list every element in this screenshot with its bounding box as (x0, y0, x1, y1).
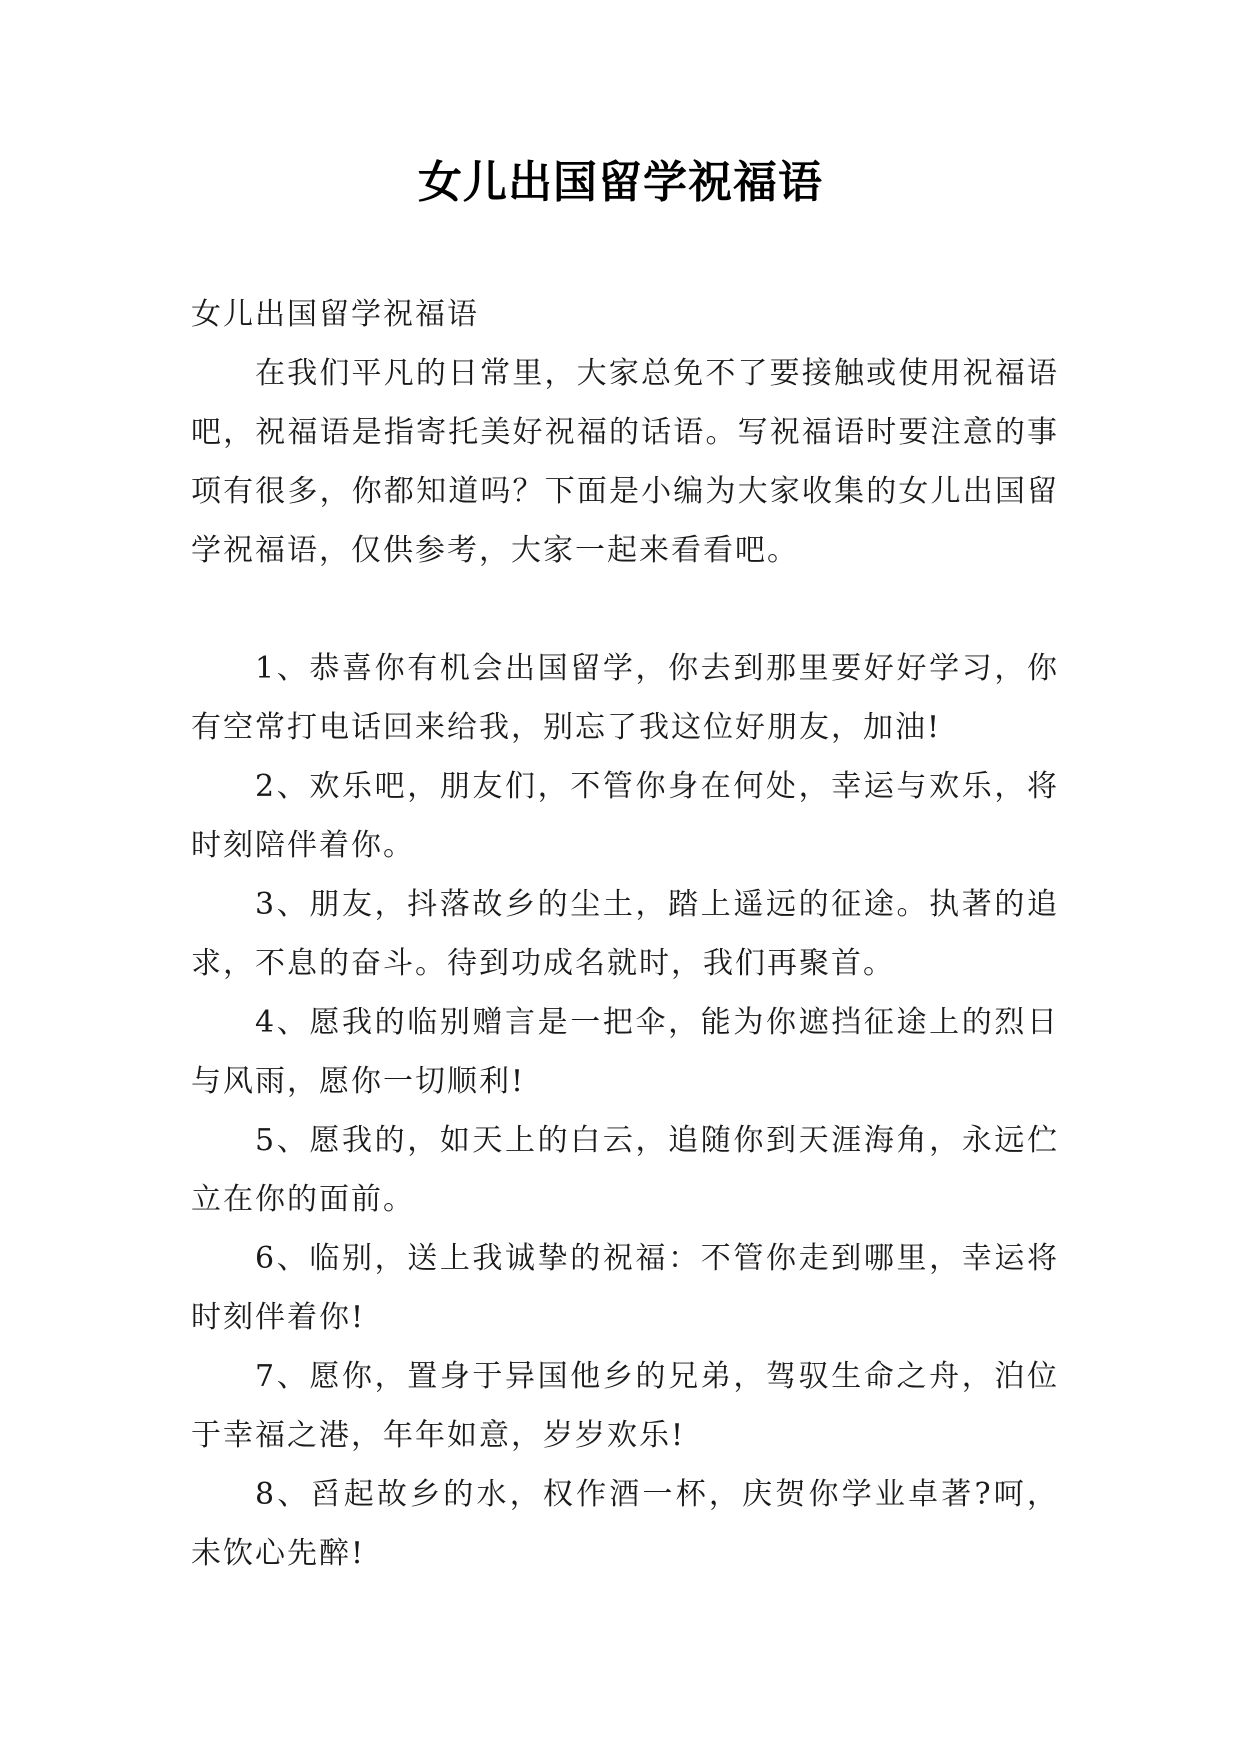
blessing-item: 7、愿你，置身于异国他乡的兄弟，驾驭生命之舟，泊位于幸福之港，年年如意，岁岁欢乐! (191, 1359, 1059, 1453)
blessing-item: 2、欢乐吧，朋友们，不管你身在何处，幸运与欢乐，将时刻陪伴着你。 (191, 769, 1059, 863)
blessing-item: 6、临别，送上我诚挚的祝福：不管你走到哪里，幸运将时刻伴着你! (191, 1241, 1059, 1335)
intro-paragraph: 在我们平凡的日常里，大家总免不了要接触或使用祝福语吧，祝福语是指寄托美好祝福的话语。写祝福语时要注意的事项有很多，你都知道吗？下面是小编为大家收集的女儿出国留学祝福语，仅供参考，大家一起来看看吧。 (191, 356, 1059, 568)
blessing-item: 3、朋友，抖落故乡的尘土，踏上遥远的征途。执著的追求，不息的奋斗。待到功成名就时，我们再聚首。 (191, 887, 1059, 981)
blessing-item: 1、恭喜你有机会出国留学，你去到那里要好好学习，你有空常打电话回来给我，别忘了我这位好朋友，加油! (191, 651, 1059, 745)
document-body (191, 285, 1059, 1583)
blessing-item: 5、愿我的，如天上的白云，追随你到天涯海角，永远伫立在你的面前。 (191, 1123, 1059, 1217)
document-title: 女儿出国留学祝福语 (418, 157, 823, 208)
blessing-item: 8、舀起故乡的水，权作酒一杯，庆贺你学业卓著?呵，未饮心先醉! (191, 1477, 1059, 1571)
blessing-item: 4、愿我的临别赠言是一把伞，能为你遮挡征途上的烈日与风雨，愿你一切顺利! (191, 1005, 1059, 1099)
document-subtitle: 女儿出国留学祝福语 (191, 297, 479, 332)
paragraph-spacer (191, 580, 1059, 639)
